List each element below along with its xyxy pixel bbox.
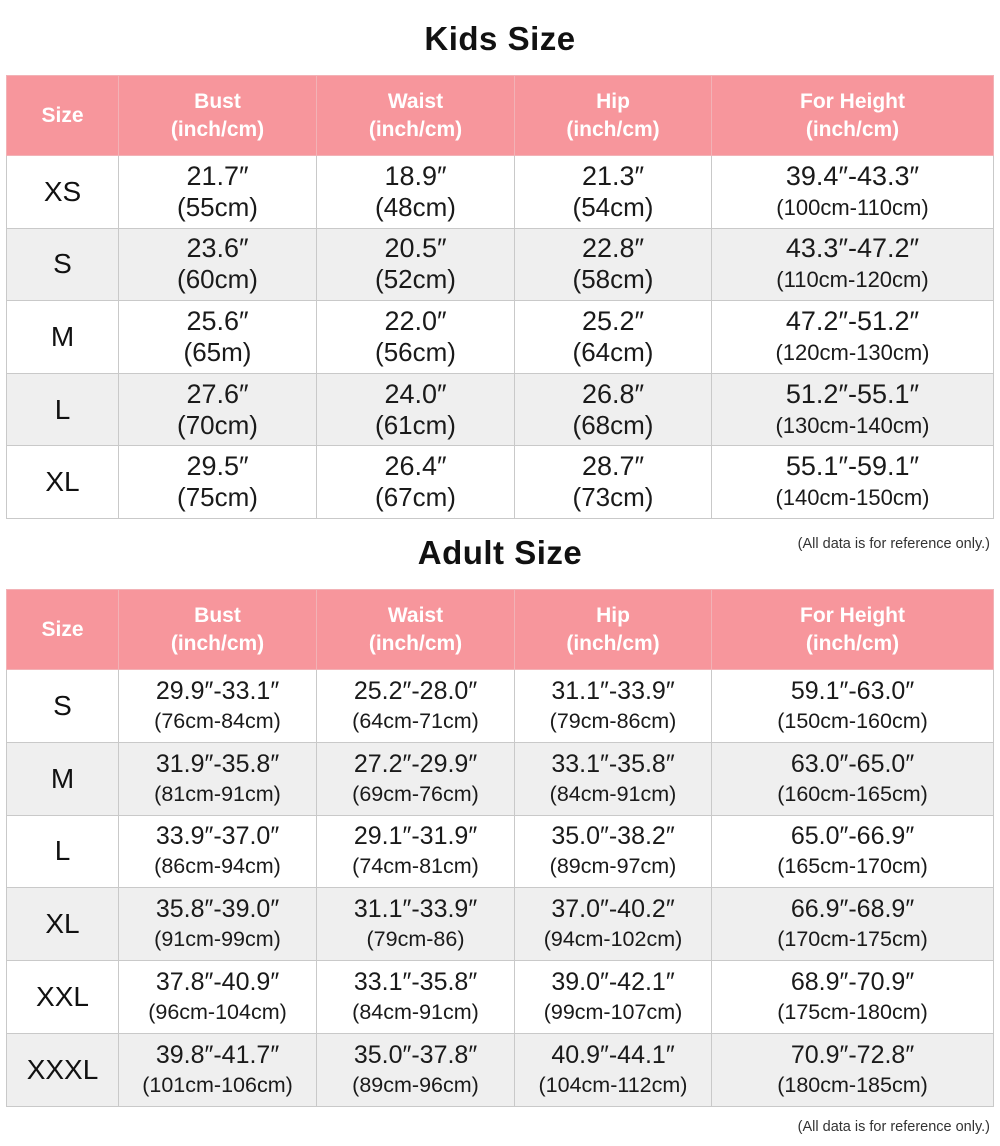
hip-cell	[515, 888, 712, 961]
header-bust	[119, 590, 317, 670]
hip-cm-value: (68cm)	[572, 409, 654, 440]
bust-cell	[119, 301, 317, 374]
height-cell	[712, 373, 994, 446]
waist-cell	[317, 446, 515, 519]
hip-cm-value: (89cm-97cm)	[549, 854, 677, 879]
table-row	[7, 373, 994, 446]
bust-inch-value: 21.7″	[186, 160, 249, 191]
bust-cm-value: (91cm-99cm)	[154, 927, 281, 952]
hip-cell	[515, 961, 712, 1034]
height-cell	[712, 670, 994, 743]
table-row	[7, 228, 994, 301]
table-row	[7, 815, 994, 888]
height-cell	[712, 446, 994, 519]
adult-table-body	[7, 670, 994, 1107]
bust-cell	[119, 888, 317, 961]
bust-inch-value: 29.9″-33.1″	[155, 676, 280, 705]
kids-size-table	[6, 75, 994, 519]
height-cm-value: (100cm-110cm)	[776, 194, 929, 220]
size-label: S	[7, 670, 119, 743]
size-label: S	[7, 228, 119, 301]
height-cell	[712, 1033, 994, 1106]
hip-inch-value: 35.0″-38.2″	[551, 822, 675, 851]
bust-inch-value: 25.6″	[186, 305, 249, 336]
header-label: For Height	[800, 603, 905, 627]
hip-cm-value: (54cm)	[572, 191, 654, 222]
bust-inch-value: 37.8″-40.9″	[155, 968, 280, 997]
header-hip	[515, 76, 712, 156]
bust-cm-value: (65m)	[183, 336, 252, 367]
bust-cell	[119, 373, 317, 446]
hip-cell	[515, 742, 712, 815]
bust-inch-value: 39.8″-41.7″	[155, 1040, 280, 1069]
waist-cm-value: (74cm-81cm)	[352, 854, 479, 879]
header-size	[7, 590, 119, 670]
bust-cell	[119, 446, 317, 519]
header-label: Hip	[596, 603, 630, 627]
hip-cm-value: (104cm-112cm)	[538, 1072, 688, 1097]
hip-cm-value: (58cm)	[572, 264, 654, 295]
bust-inch-value: 29.5″	[186, 451, 249, 482]
header-label: Bust	[194, 603, 241, 627]
height-cm-value: (110cm-120cm)	[776, 267, 929, 293]
header-unit: (inch/cm)	[170, 117, 265, 141]
waist-cell	[317, 228, 515, 301]
hip-inch-value: 39.0″-42.1″	[551, 968, 675, 997]
waist-cell	[317, 742, 515, 815]
hip-cell	[515, 228, 712, 301]
bust-inch-value: 27.6″	[186, 378, 249, 409]
bust-cell	[119, 742, 317, 815]
height-inch-value: 63.0″-65.0″	[790, 749, 915, 778]
header-waist	[317, 590, 515, 670]
header-unit: (inch/cm)	[805, 631, 900, 655]
waist-inch-value: 29.1″-31.9″	[353, 822, 478, 851]
height-cm-value: (170cm-175cm)	[777, 927, 928, 952]
hip-cell	[515, 301, 712, 374]
header-label: Bust	[194, 89, 241, 113]
bust-inch-value: 23.6″	[186, 233, 249, 264]
height-cell	[712, 961, 994, 1034]
height-inch-value: 66.9″-68.9″	[790, 895, 915, 924]
adult-size-title: Adult Size	[417, 534, 583, 571]
header-label: Size	[41, 617, 84, 641]
waist-inch-value: 27.2″-29.9″	[353, 749, 478, 778]
waist-cell	[317, 670, 515, 743]
table-row	[7, 301, 994, 374]
size-label: XXL	[7, 961, 119, 1034]
header-label: Size	[41, 103, 84, 127]
bust-cell	[119, 156, 317, 229]
bust-cm-value: (96cm-104cm)	[148, 1000, 287, 1025]
waist-cm-value: (89cm-96cm)	[352, 1072, 479, 1097]
header-unit: (inch/cm)	[566, 631, 660, 655]
waist-cm-value: (69cm-76cm)	[352, 781, 479, 806]
bust-cell	[119, 228, 317, 301]
waist-cell	[317, 301, 515, 374]
height-cm-value: (150cm-160cm)	[777, 708, 928, 733]
bust-cm-value: (70cm)	[177, 409, 258, 440]
height-cm-value: (130cm-140cm)	[775, 412, 930, 438]
waist-inch-value: 25.2″-28.0″	[353, 676, 478, 705]
size-label: XL	[7, 446, 119, 519]
hip-inch-value: 25.2″	[581, 305, 645, 336]
waist-cell	[317, 961, 515, 1034]
waist-cm-value: (84cm-91cm)	[352, 1000, 479, 1025]
waist-cm-value: (67cm)	[375, 482, 456, 513]
waist-cm-value: (48cm)	[375, 191, 456, 222]
hip-inch-value: 22.8″	[581, 233, 645, 264]
waist-cell	[317, 156, 515, 229]
hip-inch-value: 31.1″-33.9″	[551, 676, 675, 705]
waist-cell	[317, 888, 515, 961]
size-label: XXXL	[7, 1033, 119, 1106]
height-cm-value: (175cm-180cm)	[777, 1000, 928, 1025]
header-label: Waist	[387, 89, 444, 113]
height-inch-value: 70.9″-72.8″	[790, 1040, 915, 1069]
table-row	[7, 961, 994, 1034]
size-label: XL	[7, 888, 119, 961]
hip-cell	[515, 373, 712, 446]
hip-cm-value: (94cm-102cm)	[543, 927, 683, 952]
height-inch-value: 51.2″-55.1″	[785, 378, 920, 409]
bust-cm-value: (76cm-84cm)	[154, 708, 281, 733]
table-row	[7, 446, 994, 519]
bust-cell	[119, 1033, 317, 1106]
waist-cm-value: (79cm-86)	[366, 927, 465, 952]
header-size	[7, 76, 119, 156]
waist-inch-value: 35.0″-37.8″	[353, 1040, 478, 1069]
header-bust	[119, 76, 317, 156]
height-cm-value: (120cm-130cm)	[775, 339, 930, 365]
hip-cell	[515, 1033, 712, 1106]
hip-cm-value: (79cm-86cm)	[549, 708, 677, 733]
waist-cell	[317, 815, 515, 888]
waist-cm-value: (56cm)	[375, 336, 456, 367]
table-row	[7, 1033, 994, 1106]
kids-reference-note: (All data is for reference only.)	[797, 536, 990, 552]
bust-cm-value: (55cm)	[177, 191, 258, 222]
header-label: Hip	[596, 89, 630, 113]
size-label: XS	[7, 156, 119, 229]
kids-table-body	[7, 156, 994, 519]
waist-inch-value: 31.1″-33.9″	[353, 895, 478, 924]
header-unit: (inch/cm)	[566, 117, 660, 141]
height-inch-value: 65.0″-66.9″	[790, 822, 915, 851]
header-height	[712, 590, 994, 670]
header-unit: (inch/cm)	[805, 117, 900, 141]
height-cm-value: (140cm-150cm)	[775, 485, 930, 511]
adult-header-row	[7, 590, 994, 670]
bust-cm-value: (101cm-106cm)	[142, 1072, 293, 1097]
hip-cm-value: (73cm)	[572, 482, 654, 513]
waist-inch-value: 24.0″	[384, 378, 447, 409]
bust-cell	[119, 670, 317, 743]
waist-cell	[317, 1033, 515, 1106]
bust-cm-value: (75cm)	[177, 482, 258, 513]
bust-cm-value: (86cm-94cm)	[154, 854, 281, 879]
table-row	[7, 742, 994, 815]
hip-inch-value: 40.9″-44.1″	[551, 1040, 675, 1069]
height-inch-value: 68.9″-70.9″	[790, 968, 915, 997]
hip-cell	[515, 815, 712, 888]
waist-inch-value: 22.0″	[384, 305, 447, 336]
size-label: L	[7, 815, 119, 888]
bust-inch-value: 31.9″-35.8″	[155, 749, 280, 778]
waist-cm-value: (61cm)	[375, 409, 456, 440]
header-height	[712, 76, 994, 156]
hip-cm-value: (64cm)	[572, 336, 654, 367]
table-row	[7, 888, 994, 961]
hip-inch-value: 37.0″-40.2″	[551, 895, 675, 924]
hip-cm-value: (84cm-91cm)	[549, 781, 677, 806]
bust-inch-value: 35.8″-39.0″	[155, 895, 280, 924]
height-cell	[712, 228, 994, 301]
header-unit: (inch/cm)	[170, 631, 265, 655]
height-cm-value: (180cm-185cm)	[777, 1072, 928, 1097]
height-inch-value: 39.4″-43.3″	[785, 160, 920, 191]
height-cell	[712, 888, 994, 961]
waist-cm-value: (64cm-71cm)	[352, 708, 479, 733]
height-cm-value: (165cm-170cm)	[777, 854, 928, 879]
waist-cell	[317, 373, 515, 446]
height-inch-value: 43.3″-47.2″	[785, 233, 920, 264]
bust-inch-value: 33.9″-37.0″	[155, 822, 280, 851]
size-label: M	[7, 742, 119, 815]
hip-cell	[515, 670, 712, 743]
kids-size-title: Kids Size	[424, 20, 576, 57]
hip-inch-value: 33.1″-35.8″	[551, 749, 675, 778]
header-label: For Height	[800, 89, 905, 113]
table-row	[7, 156, 994, 229]
height-cell	[712, 742, 994, 815]
bust-cell	[119, 815, 317, 888]
height-cell	[712, 815, 994, 888]
adult-size-table	[6, 589, 994, 1107]
table-row	[7, 670, 994, 743]
bust-cell	[119, 961, 317, 1034]
hip-inch-value: 21.3″	[581, 160, 645, 191]
height-inch-value: 59.1″-63.0″	[790, 676, 915, 705]
header-waist	[317, 76, 515, 156]
height-inch-value: 55.1″-59.1″	[785, 451, 920, 482]
header-hip	[515, 590, 712, 670]
waist-inch-value: 20.5″	[384, 233, 447, 264]
hip-cm-value: (99cm-107cm)	[543, 1000, 683, 1025]
bust-cm-value: (81cm-91cm)	[154, 781, 281, 806]
hip-cell	[515, 156, 712, 229]
bust-cm-value: (60cm)	[177, 264, 258, 295]
size-label: M	[7, 301, 119, 374]
header-unit: (inch/cm)	[368, 117, 463, 141]
hip-cell	[515, 446, 712, 519]
hip-inch-value: 26.8″	[581, 378, 645, 409]
height-cell	[712, 156, 994, 229]
header-label: Waist	[387, 603, 444, 627]
waist-inch-value: 18.9″	[384, 160, 447, 191]
height-cell	[712, 301, 994, 374]
size-label: L	[7, 373, 119, 446]
height-inch-value: 47.2″-51.2″	[785, 305, 920, 336]
waist-inch-value: 33.1″-35.8″	[353, 968, 478, 997]
height-cm-value: (160cm-165cm)	[777, 781, 928, 806]
hip-inch-value: 28.7″	[581, 451, 645, 482]
header-unit: (inch/cm)	[368, 631, 463, 655]
waist-cm-value: (52cm)	[375, 264, 456, 295]
adult-reference-note: (All data is for reference only.)	[797, 1119, 990, 1135]
kids-header-row	[7, 76, 994, 156]
waist-inch-value: 26.4″	[384, 451, 447, 482]
